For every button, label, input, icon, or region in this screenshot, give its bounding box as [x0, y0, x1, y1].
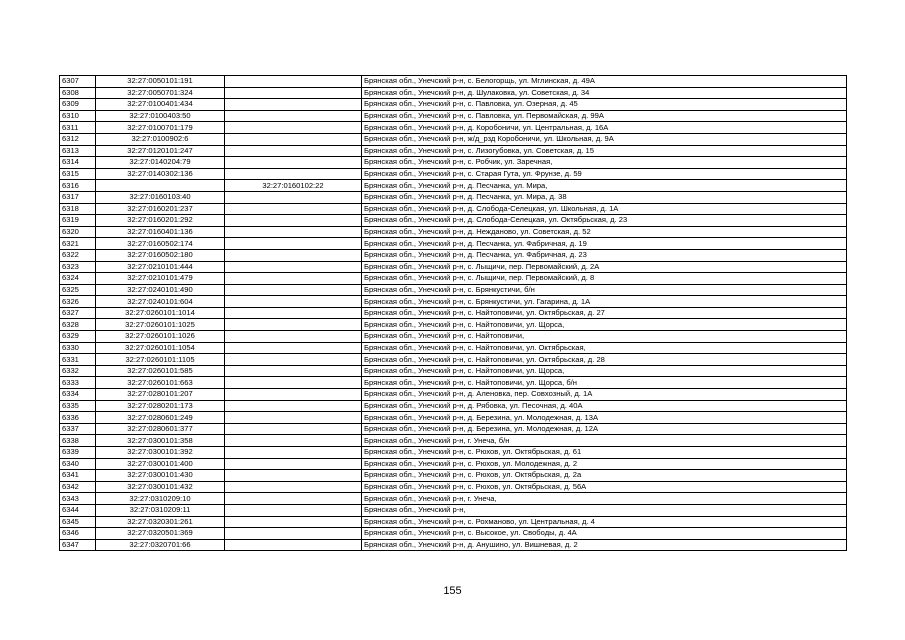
address-cell: Брянская обл., Унечский р-н, с. Рюхов, ул. Октябрьская, д. 61: [362, 447, 847, 459]
row-number-cell: 6314: [60, 157, 96, 169]
cadastral-number-cell: 32:27:0160502:180: [96, 249, 225, 261]
address-cell: Брянская обл., Унечский р-н, д. Рябовка, ул. Песочная, д. 40А: [362, 400, 847, 412]
cadastral-number-cell: 32:27:0280101:207: [96, 389, 225, 401]
table-row: [60, 365, 847, 377]
address-cell: Брянская обл., Унечский р-н, д. Аленовка, пер. Совхозный, д. 1А: [362, 389, 847, 401]
address-cell: Брянская обл., Унечский р-н, д. Песчанка, ул. Мира, д. 38: [362, 191, 847, 203]
cadastral-number-cell: 32:27:0100401:434: [96, 99, 225, 111]
cadastral-number-cell: 32:27:0160502:174: [96, 238, 225, 250]
secondary-cadastral-number-cell: [225, 215, 362, 227]
page-number: 155: [443, 585, 462, 597]
table-row: [60, 447, 847, 459]
address-cell: Брянская обл., Унечский р-н, с. Найтоповичи, ул. Щорса, б/н: [362, 377, 847, 389]
cadastral-number-cell: 32:27:0300101:400: [96, 458, 225, 470]
registry-table-body: [60, 76, 847, 551]
secondary-cadastral-number-cell: [225, 481, 362, 493]
secondary-cadastral-number-cell: [225, 412, 362, 424]
secondary-cadastral-number-cell: [225, 470, 362, 482]
cadastral-number-cell: 32:27:0300101:432: [96, 481, 225, 493]
address-cell: Брянская обл., Унечский р-н, с. Павловка, ул. Первомайская, д. 99А: [362, 110, 847, 122]
row-number-cell: 6337: [60, 423, 96, 435]
cadastral-number-cell: 32:27:0300101:430: [96, 470, 225, 482]
row-number-cell: 6326: [60, 296, 96, 308]
table-row: [60, 215, 847, 227]
table-row: [60, 261, 847, 273]
row-number-cell: 6333: [60, 377, 96, 389]
table-row: [60, 400, 847, 412]
cadastral-number-cell: 32:27:0260101:1025: [96, 319, 225, 331]
address-cell: Брянская обл., Унечский р-н, с. Старая Гута, ул. Фрунзе, д. 59: [362, 168, 847, 180]
table-row: [60, 342, 847, 354]
secondary-cadastral-number-cell: [225, 273, 362, 285]
table-row: [60, 528, 847, 540]
table-row: [60, 133, 847, 145]
row-number-cell: 6342: [60, 481, 96, 493]
address-cell: Брянская обл., Унечский р-н, с. Рюхов, ул. Октябрьская, д. 56А: [362, 481, 847, 493]
table-row: [60, 226, 847, 238]
cadastral-number-cell: 32:27:0100403:50: [96, 110, 225, 122]
secondary-cadastral-number-cell: [225, 528, 362, 540]
secondary-cadastral-number-cell: [225, 423, 362, 435]
row-number-cell: 6320: [60, 226, 96, 238]
table-row: [60, 145, 847, 157]
cadastral-number-cell: 32:27:0160103:40: [96, 191, 225, 203]
row-number-cell: 6324: [60, 273, 96, 285]
address-cell: Брянская обл., Унечский р-н, д. Песчанка, ул. Мира,: [362, 180, 847, 192]
cadastral-number-cell: 32:27:0210101:479: [96, 273, 225, 285]
secondary-cadastral-number-cell: [225, 400, 362, 412]
row-number-cell: 6334: [60, 389, 96, 401]
secondary-cadastral-number-cell: [225, 203, 362, 215]
row-number-cell: 6313: [60, 145, 96, 157]
address-cell: Брянская обл., Унечский р-н, с. Робчик, ул. Заречная,: [362, 157, 847, 169]
row-number-cell: 6346: [60, 528, 96, 540]
secondary-cadastral-number-cell: [225, 191, 362, 203]
address-cell: Брянская обл., Унечский р-н, с. Павловка, ул. Озерная, д. 45: [362, 99, 847, 111]
table-row: [60, 238, 847, 250]
secondary-cadastral-number-cell: [225, 539, 362, 551]
secondary-cadastral-number-cell: [225, 435, 362, 447]
row-number-cell: 6344: [60, 504, 96, 516]
table-row: [60, 249, 847, 261]
secondary-cadastral-number-cell: [225, 447, 362, 459]
secondary-cadastral-number-cell: [225, 493, 362, 505]
cadastral-number-cell: 32:27:0260101:663: [96, 377, 225, 389]
table-row: [60, 389, 847, 401]
secondary-cadastral-number-cell: [225, 157, 362, 169]
secondary-cadastral-number-cell: [225, 226, 362, 238]
secondary-cadastral-number-cell: [225, 516, 362, 528]
secondary-cadastral-number-cell: [225, 168, 362, 180]
address-cell: Брянская обл., Унечский р-н, с. Найтоповичи, ул. Щорса,: [362, 319, 847, 331]
cadastral-number-cell: 32:27:0240101:604: [96, 296, 225, 308]
row-number-cell: 6317: [60, 191, 96, 203]
cadastral-number-cell: 32:27:0160401:136: [96, 226, 225, 238]
table-row: [60, 284, 847, 296]
cadastral-number-cell: 32:27:0300101:358: [96, 435, 225, 447]
secondary-cadastral-number-cell: [225, 110, 362, 122]
table-row: [60, 516, 847, 528]
secondary-cadastral-number-cell: [225, 87, 362, 99]
row-number-cell: 6339: [60, 447, 96, 459]
address-cell: Брянская обл., Унечский р-н, д. Слобода-Селецкая, ул. Школьная, д. 1А: [362, 203, 847, 215]
table-row: [60, 423, 847, 435]
cadastral-number-cell: 32:27:0260101:1105: [96, 354, 225, 366]
cadastral-number-cell: 32:27:0160201:292: [96, 215, 225, 227]
table-row: [60, 87, 847, 99]
address-cell: Брянская обл., Унечский р-н, с. Лыщичи, пер. Первомайский, д. 8: [362, 273, 847, 285]
table-row: [60, 319, 847, 331]
cadastral-number-cell: 32:27:0120101:247: [96, 145, 225, 157]
address-cell: Брянская обл., Унечский р-н, с. Высокое, ул. Свободы, д. 4А: [362, 528, 847, 540]
row-number-cell: 6309: [60, 99, 96, 111]
secondary-cadastral-number-cell: [225, 76, 362, 88]
cadastral-number-cell: 32:27:0260101:1026: [96, 331, 225, 343]
cadastral-number-cell: 32:27:0310209:10: [96, 493, 225, 505]
address-cell: Брянская обл., Унечский р-н, д. Коробоничи, ул. Центральная, д. 16А: [362, 122, 847, 134]
secondary-cadastral-number-cell: [225, 249, 362, 261]
address-cell: Брянская обл., Унечский р-н, с. Лыщичи, пер. Первомайский, д. 2А: [362, 261, 847, 273]
secondary-cadastral-number-cell: [225, 145, 362, 157]
row-number-cell: 6315: [60, 168, 96, 180]
cadastral-number-cell: 32:27:0320701:66: [96, 539, 225, 551]
row-number-cell: 6318: [60, 203, 96, 215]
table-row: [60, 412, 847, 424]
secondary-cadastral-number-cell: [225, 504, 362, 516]
row-number-cell: 6323: [60, 261, 96, 273]
row-number-cell: 6312: [60, 133, 96, 145]
cadastral-number-cell: 32:27:0310209:11: [96, 504, 225, 516]
cadastral-number-cell: 32:27:0140204:79: [96, 157, 225, 169]
row-number-cell: 6347: [60, 539, 96, 551]
row-number-cell: 6328: [60, 319, 96, 331]
secondary-cadastral-number-cell: [225, 133, 362, 145]
table-row: [60, 296, 847, 308]
secondary-cadastral-number-cell: [225, 99, 362, 111]
address-cell: Брянская обл., Унечский р-н, с. Белогорщь, ул. Мглинская, д. 49А: [362, 76, 847, 88]
secondary-cadastral-number-cell: 32:27:0160102:22: [225, 180, 362, 192]
secondary-cadastral-number-cell: [225, 261, 362, 273]
cadastral-number-cell: 32:27:0280201:173: [96, 400, 225, 412]
cadastral-number-cell: 32:27:0320301:261: [96, 516, 225, 528]
secondary-cadastral-number-cell: [225, 307, 362, 319]
table-row: [60, 273, 847, 285]
secondary-cadastral-number-cell: [225, 319, 362, 331]
cadastral-number-cell: 32:27:0280601:377: [96, 423, 225, 435]
row-number-cell: 6330: [60, 342, 96, 354]
address-cell: Брянская обл., Унечский р-н, с. Рюхов, ул. Октябрьская, д. 2а: [362, 470, 847, 482]
address-cell: Брянская обл., Унечский р-н, ж/д_рзд Коробоничи, ул. Школьная, д. 9А: [362, 133, 847, 145]
cadastral-number-cell: 32:27:0100701:179: [96, 122, 225, 134]
address-cell: Брянская обл., Унечский р-н, д. Березина, ул. Молодежная, д. 13А: [362, 412, 847, 424]
address-cell: Брянская обл., Унечский р-н, д. Анушино, ул. Вишневая, д. 2: [362, 539, 847, 551]
address-cell: Брянская обл., Унечский р-н, с. Найтоповичи,: [362, 331, 847, 343]
secondary-cadastral-number-cell: [225, 342, 362, 354]
address-cell: Брянская обл., Унечский р-н, д. Березина, ул. Молодежная, д. 12А: [362, 423, 847, 435]
address-cell: Брянская обл., Унечский р-н, с. Найтоповичи, ул. Октябрьская,: [362, 342, 847, 354]
row-number-cell: 6310: [60, 110, 96, 122]
row-number-cell: 6338: [60, 435, 96, 447]
row-number-cell: 6321: [60, 238, 96, 250]
secondary-cadastral-number-cell: [225, 377, 362, 389]
secondary-cadastral-number-cell: [225, 354, 362, 366]
cadastral-number-cell: 32:27:0320501:369: [96, 528, 225, 540]
row-number-cell: 6343: [60, 493, 96, 505]
row-number-cell: 6322: [60, 249, 96, 261]
table-row: [60, 168, 847, 180]
table-row: [60, 504, 847, 516]
table-row: [60, 331, 847, 343]
row-number-cell: 6308: [60, 87, 96, 99]
cadastral-number-cell: 32:27:0210101:444: [96, 261, 225, 273]
table-row: [60, 539, 847, 551]
row-number-cell: 6335: [60, 400, 96, 412]
row-number-cell: 6319: [60, 215, 96, 227]
address-cell: Брянская обл., Унечский р-н, с. Найтоповичи, ул. Октябрьская, д. 27: [362, 307, 847, 319]
address-cell: Брянская обл., Унечский р-н, с. Брянкустичи, ул. Гагарина, д. 1А: [362, 296, 847, 308]
secondary-cadastral-number-cell: [225, 389, 362, 401]
cadastral-number-cell: 32:27:0260101:585: [96, 365, 225, 377]
row-number-cell: 6311: [60, 122, 96, 134]
cadastral-number-cell: 32:27:0100902:6: [96, 133, 225, 145]
address-cell: Брянская обл., Унечский р-н, д. Нежданово, ул. Советская, д. 52: [362, 226, 847, 238]
table-row: [60, 470, 847, 482]
row-number-cell: 6340: [60, 458, 96, 470]
address-cell: Брянская обл., Унечский р-н, д. Песчанка, ул. Фабричная, д. 23: [362, 249, 847, 261]
cadastral-number-cell: 32:27:0160201:237: [96, 203, 225, 215]
row-number-cell: 6327: [60, 307, 96, 319]
row-number-cell: 6341: [60, 470, 96, 482]
address-cell: Брянская обл., Унечский р-н, с. Рохманово, ул. Центральная, д. 4: [362, 516, 847, 528]
table-row: [60, 99, 847, 111]
address-cell: Брянская обл., Унечский р-н, д. Слобода-Селецкая, ул. Октябрьская, д. 23: [362, 215, 847, 227]
table-row: [60, 157, 847, 169]
table-row: [60, 180, 847, 192]
cadastral-number-cell: 32:27:0050701:324: [96, 87, 225, 99]
address-cell: Брянская обл., Унечский р-н,: [362, 504, 847, 516]
cadastral-number-cell: 32:27:0300101:392: [96, 447, 225, 459]
cadastral-number-cell: 32:27:0260101:1054: [96, 342, 225, 354]
address-cell: Брянская обл., Унечский р-н, г. Унеча, б/н: [362, 435, 847, 447]
row-number-cell: 6307: [60, 76, 96, 88]
cadastral-number-cell: 32:27:0050101:191: [96, 76, 225, 88]
cadastral-number-cell: 32:27:0140302:136: [96, 168, 225, 180]
address-cell: Брянская обл., Унечский р-н, с. Лизогубовка, ул. Советская, д. 15: [362, 145, 847, 157]
row-number-cell: 6336: [60, 412, 96, 424]
secondary-cadastral-number-cell: [225, 122, 362, 134]
secondary-cadastral-number-cell: [225, 238, 362, 250]
address-cell: Брянская обл., Унечский р-н, г. Унеча,: [362, 493, 847, 505]
table-row: [60, 377, 847, 389]
cadastral-number-cell: 32:27:0280601:249: [96, 412, 225, 424]
table-row: [60, 76, 847, 88]
table-row: [60, 354, 847, 366]
table-row: [60, 203, 847, 215]
row-number-cell: 6325: [60, 284, 96, 296]
address-cell: Брянская обл., Унечский р-н, с. Рюхов, ул. Молодежная, д. 2: [362, 458, 847, 470]
registry-table: [59, 75, 847, 551]
address-cell: Брянская обл., Унечский р-н, д. Песчанка, ул. Фабричная, д. 19: [362, 238, 847, 250]
row-number-cell: 6329: [60, 331, 96, 343]
row-number-cell: 6316: [60, 180, 96, 192]
row-number-cell: 6331: [60, 354, 96, 366]
address-cell: Брянская обл., Унечский р-н, с. Найтоповичи, ул. Щорса,: [362, 365, 847, 377]
address-cell: Брянская обл., Унечский р-н, с. Брянкустичи, б/н: [362, 284, 847, 296]
table-row: [60, 191, 847, 203]
address-cell: Брянская обл., Унечский р-н, д. Шулаковка, ул. Советская, д. 34: [362, 87, 847, 99]
table-row: [60, 435, 847, 447]
address-cell: Брянская обл., Унечский р-н, с. Найтоповичи, ул. Октябрьская, д. 28: [362, 354, 847, 366]
table-row: [60, 122, 847, 134]
row-number-cell: 6332: [60, 365, 96, 377]
table-row: [60, 493, 847, 505]
secondary-cadastral-number-cell: [225, 284, 362, 296]
secondary-cadastral-number-cell: [225, 365, 362, 377]
secondary-cadastral-number-cell: [225, 458, 362, 470]
table-row: [60, 481, 847, 493]
secondary-cadastral-number-cell: [225, 331, 362, 343]
secondary-cadastral-number-cell: [225, 296, 362, 308]
cadastral-number-cell: [96, 180, 225, 192]
cadastral-number-cell: 32:27:0260101:1014: [96, 307, 225, 319]
cadastral-number-cell: 32:27:0240101:490: [96, 284, 225, 296]
table-row: [60, 458, 847, 470]
row-number-cell: 6345: [60, 516, 96, 528]
table-row: [60, 110, 847, 122]
table-row: [60, 307, 847, 319]
